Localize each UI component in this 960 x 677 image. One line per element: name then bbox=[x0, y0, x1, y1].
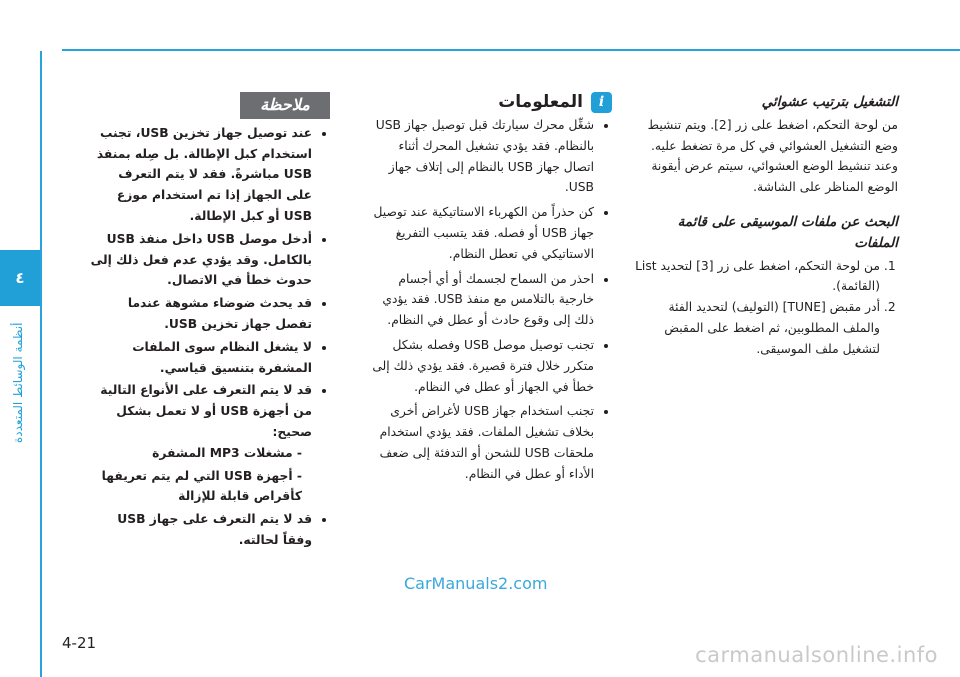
info-item: • تجنب توصيل موصل USB وفصله بشكل متكرر خلال فترة قصيرة. فقد يؤدي ذلك إلى خطأ في الجهاز أو عطل في النظام. bbox=[368, 335, 594, 397]
step-2: 2. أدر مقبض [TUNE] (التوليف) لتحديد الفئة والملف المطلوبين، ثم اضغط على المقبض لتشغيل ملف الموسيقى. bbox=[632, 297, 880, 359]
note-item: • قد لا يتم التعرف على جهاز USB وفقاً لحالته. bbox=[90, 509, 312, 551]
info-heading-text: المعلومات bbox=[498, 92, 583, 113]
note-item: • عند توصيل جهاز تخزين USB، تجنب استخدام كبل الإطالة. بل صِله بمنفذ USB مباشرةً. فقد لا يتم التعرف على الجهاز إذا تم استخدام موزع USB أو كبل الإطالة. bbox=[90, 123, 312, 227]
side-rule bbox=[40, 51, 42, 677]
step-1: 1. من لوحة التحكم، اضغط على زر [3] لتحديد List (القائمة). bbox=[632, 256, 880, 298]
info-icon: i bbox=[591, 92, 612, 113]
watermark-link[interactable]: CarManuals2.com bbox=[404, 574, 548, 593]
chapter-number: ٤ bbox=[15, 269, 25, 287]
top-rule bbox=[62, 49, 960, 51]
chapter-label: أنظمة الوسائط المتعددة bbox=[11, 322, 25, 444]
note-item: • قد يحدث ضوضاء مشوهة عندما تفصل جهاز تخزين USB. bbox=[90, 293, 312, 335]
info-item: • احذر من السماح لجسمك أو أي أجسام خارجية بالتلامس مع منفذ USB. فقد يؤدي ذلك إلى وقوع حادث أو عطل في النظام. bbox=[368, 269, 594, 331]
watermark-bottom: carmanualsonline.info bbox=[695, 643, 938, 667]
middle-column bbox=[368, 92, 612, 489]
note-label: ملاحظة bbox=[240, 92, 330, 119]
file-list-heading: البحث عن ملفات الموسيقى على قائمة الملفات bbox=[677, 213, 898, 251]
info-list bbox=[368, 115, 612, 485]
note-subitem: - مشغلات MP3 المشفرة bbox=[152, 445, 302, 460]
file-list-steps bbox=[632, 256, 898, 360]
note-list bbox=[90, 123, 330, 551]
chapter-tab[interactable] bbox=[0, 250, 40, 306]
note-item bbox=[90, 380, 312, 507]
shuffle-paragraph: من لوحة التحكم، اضغط على زر [2]. ويتم تنشيط وضع التشغيل العشوائي في كل مرة تضغط عليه. وعند تنشيط الوضع العشوائي، سيتم عرض أيقونة الوضع المناظر على الشاشة. bbox=[647, 117, 898, 195]
right-column bbox=[632, 92, 898, 360]
note-subitem: - أجهزة USB التي لم يتم تعريفها كأقراص قابلة للإزالة bbox=[101, 468, 302, 504]
shuffle-heading: التشغيل بترتيب عشوائي bbox=[761, 94, 898, 110]
info-item: • كن حذراً من الكهرباء الاستاتيكية عند توصيل جهاز USB أو فصله. فقد يتسبب التفريغ الاستاتيكي في تعطل النظام. bbox=[368, 202, 594, 264]
info-heading bbox=[368, 92, 612, 113]
left-column bbox=[90, 92, 330, 553]
note-item: • أدخل موصل USB داخل منفذ USB بالكامل. وقد يؤدي عدم فعل ذلك إلى حدوث خطأ في الاتصال. bbox=[90, 229, 312, 291]
note-item-text: قد لا يتم التعرف على الأنواع التالية من أجهزة USB أو لا تعمل بشكل صحيح: bbox=[100, 383, 312, 439]
page-number: 4-21 bbox=[62, 634, 97, 652]
note-sublist bbox=[90, 443, 312, 507]
info-item: • شغِّل محرك سيارتك قبل توصيل جهاز USB بالنظام. فقد يؤدي تشغيل المحرك أثناء اتصال جهاز USB بالنظام إلى إتلاف جهاز USB. bbox=[368, 115, 594, 198]
info-item: • تجنب استخدام جهاز USB لأغراض أخرى بخلاف تشغيل الملفات. فقد يؤدي استخدام ملحقات USB للشحن أو التدفئة إلى ضعف الأداء أو عطل في النظام. bbox=[368, 401, 594, 484]
note-item: • لا يشغل النظام سوى الملفات المشفرة بتنسيق قياسي. bbox=[90, 337, 312, 379]
